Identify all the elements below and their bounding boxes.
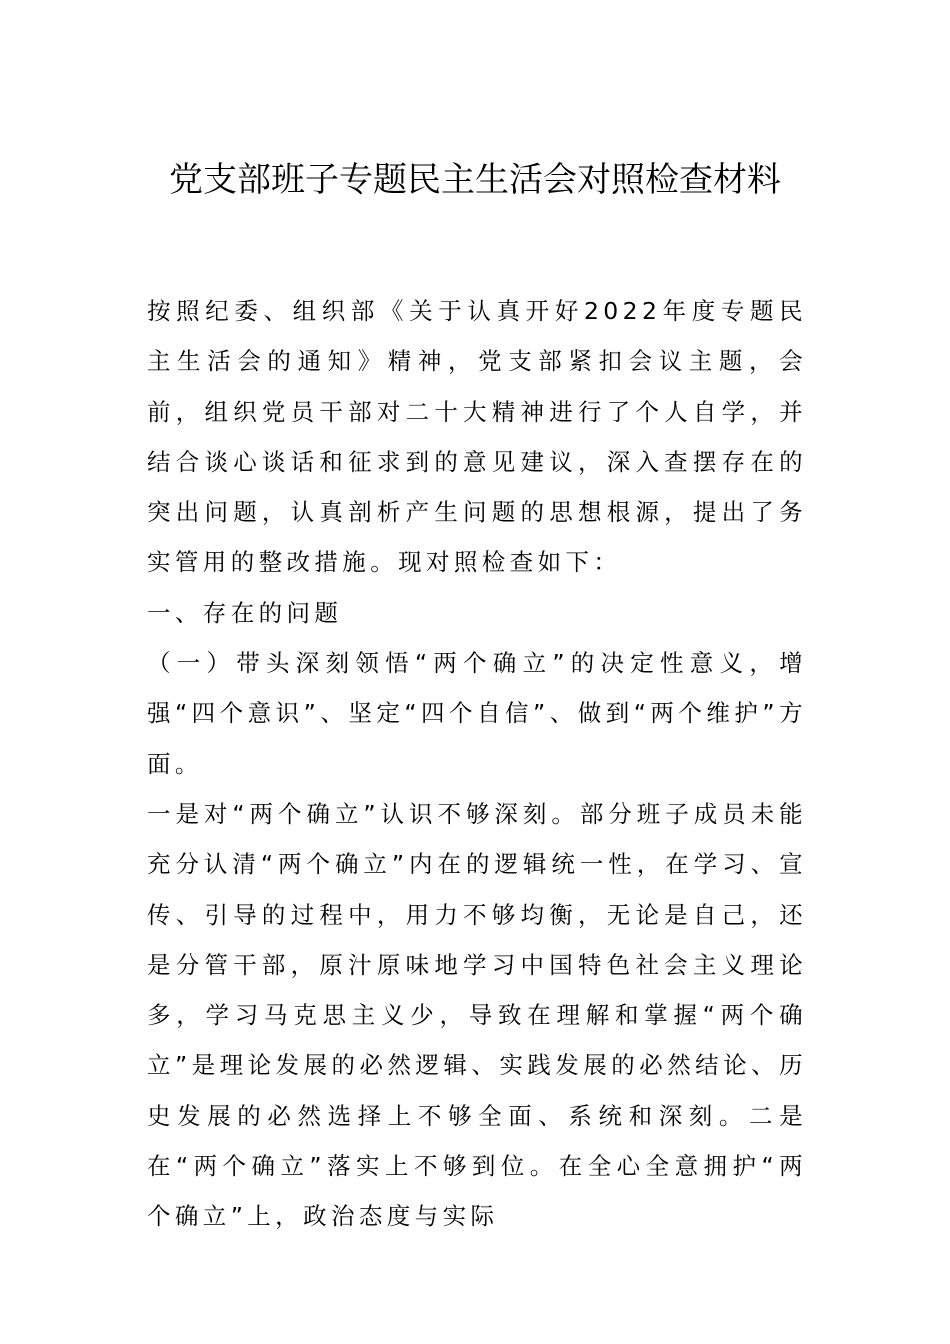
document-body — [147, 286, 807, 1242]
body-paragraph: 一是对“两个确立”认识不够深刻。部分班子成员未能充分认清“两个确立”内在的逻辑统一性，在学习、宣传、引导的过程中，用力不够均衡，无论是自己，还是分管干部，原汁原味地学习中国特色社会主义理论多，学习马克思主义少，导致在理解和掌握“两个确立”是理论发展的必然逻辑、实践发展的必然结论、历史发展的必然选择上不够全面、系统和深刻。二是在“两个确立”落实上不够到位。在全心全意拥护“两个确立”上，政治态度与实际 — [147, 799, 807, 1231]
document-title: 党支部班子专题民主生活会对照检查材料 — [169, 160, 781, 200]
intro-paragraph: 按照纪委、组织部《关于认真开好2022年度专题民主生活会的通知》精神，党支部紧扣会议主题，会前，组织党员干部对二十大精神进行了个人自学，并结合谈心谈话和征求到的意见建议，深入查摆存在的突出问题，认真剖析产生问题的思想根源，提出了务实管用的整改措施。现对照检查如下： — [147, 297, 807, 577]
subsection-heading-1: （一）带头深刻领悟“两个确立”的决定性意义，增强“四个意识”、坚定“四个自信”、做到“两个维护”方面。 — [147, 649, 807, 778]
section-heading-problems: 一、存在的问题 — [147, 598, 343, 627]
